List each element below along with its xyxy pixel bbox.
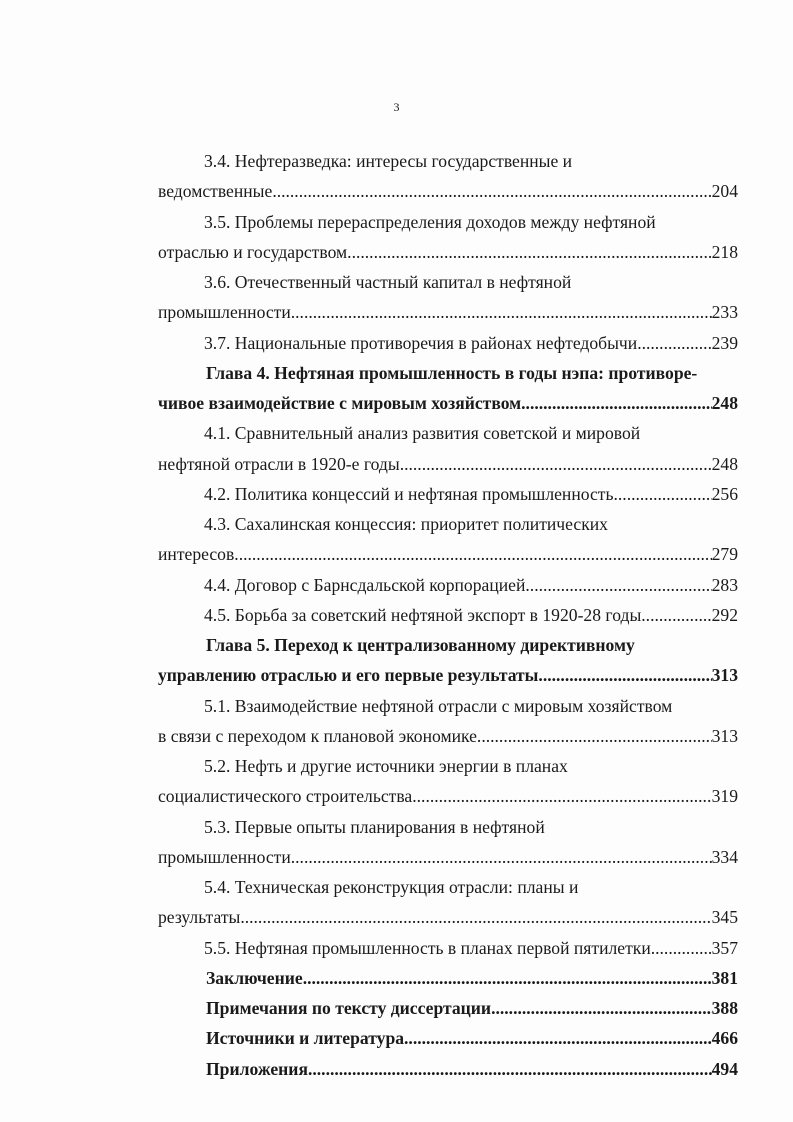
toc-dot-leader xyxy=(491,993,712,1023)
toc-dot-leader xyxy=(240,902,711,932)
toc-entry-title: 3.5. Проблемы перераспределения доходов между нефтяной xyxy=(204,211,656,232)
toc-line xyxy=(158,267,738,297)
toc-entry-title: социалистического строительства xyxy=(158,786,413,807)
toc-line xyxy=(158,509,738,539)
toc-line xyxy=(158,963,738,993)
toc-dot-leader xyxy=(637,328,711,358)
toc-dot-leader xyxy=(412,781,711,811)
toc-entry-title: отраслью и государством xyxy=(158,241,348,262)
toc-entry-title: 5.2. Нефть и другие источники энергии в планах xyxy=(204,756,568,776)
toc-page-number: 218 xyxy=(711,241,738,262)
toc-line xyxy=(158,721,738,751)
toc-page-number: 292 xyxy=(711,604,738,625)
toc-entry-title: Примечания по тексту диссертации xyxy=(206,998,492,1018)
toc-line xyxy=(158,600,738,630)
toc-dot-leader xyxy=(308,1054,712,1084)
toc-entry-title: интересов xyxy=(158,544,235,565)
toc-entry-title: 4.2. Политика концессий и нефтяная промышленность xyxy=(204,483,614,504)
toc-line xyxy=(158,328,738,358)
toc-page-number: 283 xyxy=(711,574,738,595)
toc-dot-leader xyxy=(521,388,711,418)
page-number: 3 xyxy=(393,100,400,114)
toc-entry-title: нефтяной отрасли в 1920-е годы xyxy=(158,453,400,474)
toc-entry-title: в связи с переходом к плановой экономике xyxy=(158,725,477,746)
toc-dot-leader xyxy=(641,600,711,630)
toc-line xyxy=(158,902,738,932)
toc-entry-title: 5.5. Нефтяная промышленность в планах первой пятилетки xyxy=(204,937,651,958)
toc-line xyxy=(158,812,738,842)
toc-line xyxy=(158,449,738,479)
toc-line xyxy=(158,570,738,600)
toc-dot-leader xyxy=(303,963,712,993)
toc-entry-title: Приложения xyxy=(206,1058,308,1079)
toc-page-number: 334 xyxy=(711,846,738,867)
toc-line xyxy=(158,751,738,781)
toc-entry-title: промышленности xyxy=(158,302,291,323)
toc-line xyxy=(158,1023,738,1053)
toc-page-number: 388 xyxy=(711,998,738,1018)
toc-entry-title: Заключение xyxy=(206,967,303,988)
toc-entry-title: чивое взаимодействие с мировым хозяйством xyxy=(158,393,522,413)
toc-dot-leader xyxy=(538,660,711,690)
toc-entry-title: 4.4. Договор с Барнсдальской корпорацией xyxy=(204,574,526,595)
toc-line xyxy=(158,479,738,509)
toc-dot-leader xyxy=(272,176,711,206)
toc-page-number: 248 xyxy=(711,453,738,474)
toc-entry-title: 3.4. Нефтеразведка: интересы государственные и xyxy=(204,151,573,171)
toc-page-number: 494 xyxy=(711,1058,738,1079)
toc-line xyxy=(158,146,738,176)
toc-page-number: 233 xyxy=(711,302,738,323)
toc-dot-leader xyxy=(347,237,711,267)
toc-dot-leader xyxy=(651,933,712,963)
toc-entry-title: промышленности xyxy=(158,846,291,867)
toc-line xyxy=(158,539,738,569)
toc-entry-title: управлению отраслью и его первые результаты xyxy=(158,665,539,686)
toc-entry-title: 3.7. Национальные противоречия в районах нефтедобычи xyxy=(204,332,638,353)
toc-page-number: 279 xyxy=(711,544,738,565)
toc-line xyxy=(158,660,738,690)
toc-entry-title: ведомственные xyxy=(158,181,273,202)
toc-page-number: 466 xyxy=(711,1028,738,1049)
toc-dot-leader xyxy=(404,1023,712,1053)
toc-dot-leader xyxy=(291,297,712,327)
toc-line xyxy=(158,630,738,660)
toc-page-number: 345 xyxy=(711,907,738,928)
toc-page-number: 357 xyxy=(711,937,738,958)
toc-entry-title: 4.3. Сахалинская концессия: приоритет политических xyxy=(204,514,608,534)
toc-entry-title: 5.4. Техническая реконструкция отрасли: планы и xyxy=(204,877,579,897)
toc-line xyxy=(158,993,738,1023)
table-of-contents xyxy=(158,146,738,1084)
toc-dot-leader xyxy=(477,721,712,751)
toc-page-number: 248 xyxy=(711,393,738,413)
toc-line xyxy=(158,418,738,448)
toc-page-number: 256 xyxy=(711,483,738,504)
toc-entry-title: 4.1. Сравнительный анализ развития советской и мировой xyxy=(204,423,641,444)
toc-line xyxy=(158,1054,738,1084)
toc-page-number: 319 xyxy=(711,786,738,807)
toc-page-number: 381 xyxy=(711,967,738,988)
toc-line xyxy=(158,207,738,237)
toc-entry-title: результаты xyxy=(158,907,241,928)
toc-line xyxy=(158,237,738,267)
toc-line xyxy=(158,781,738,811)
toc-entry-title: 4.5. Борьба за советский нефтяной экспорт в 1920-28 годы xyxy=(204,604,642,625)
toc-entry-title: 5.3. Первые опыты планирования в нефтяной xyxy=(204,816,545,837)
toc-line xyxy=(158,388,738,418)
toc-dot-leader xyxy=(525,570,711,600)
toc-line xyxy=(158,842,738,872)
toc-dot-leader xyxy=(400,449,712,479)
toc-entry-title: Источники и литература xyxy=(206,1028,405,1049)
toc-dot-leader xyxy=(614,479,712,509)
toc-line xyxy=(158,872,738,902)
toc-entry-title: Глава 4. Нефтяная промышленность в годы нэпа: противоре- xyxy=(206,362,698,383)
toc-line xyxy=(158,691,738,721)
toc-page-number: 239 xyxy=(711,332,738,353)
toc-line xyxy=(158,933,738,963)
toc-page-number: 313 xyxy=(711,725,738,746)
toc-entry-title: 5.1. Взаимодействие нефтяной отрасли с мировым хозяйством xyxy=(204,695,673,716)
toc-line xyxy=(158,297,738,327)
toc-dot-leader xyxy=(291,842,712,872)
toc-line xyxy=(158,176,738,206)
toc-page-number: 204 xyxy=(711,181,738,202)
toc-entry-title: 3.6. Отечественный частный капитал в нефтяной xyxy=(204,272,572,292)
toc-entry-title: Глава 5. Переход к централизованному директивному xyxy=(206,635,635,655)
toc-page-number: 313 xyxy=(711,665,738,686)
toc-dot-leader xyxy=(234,539,711,569)
toc-line xyxy=(158,358,738,388)
